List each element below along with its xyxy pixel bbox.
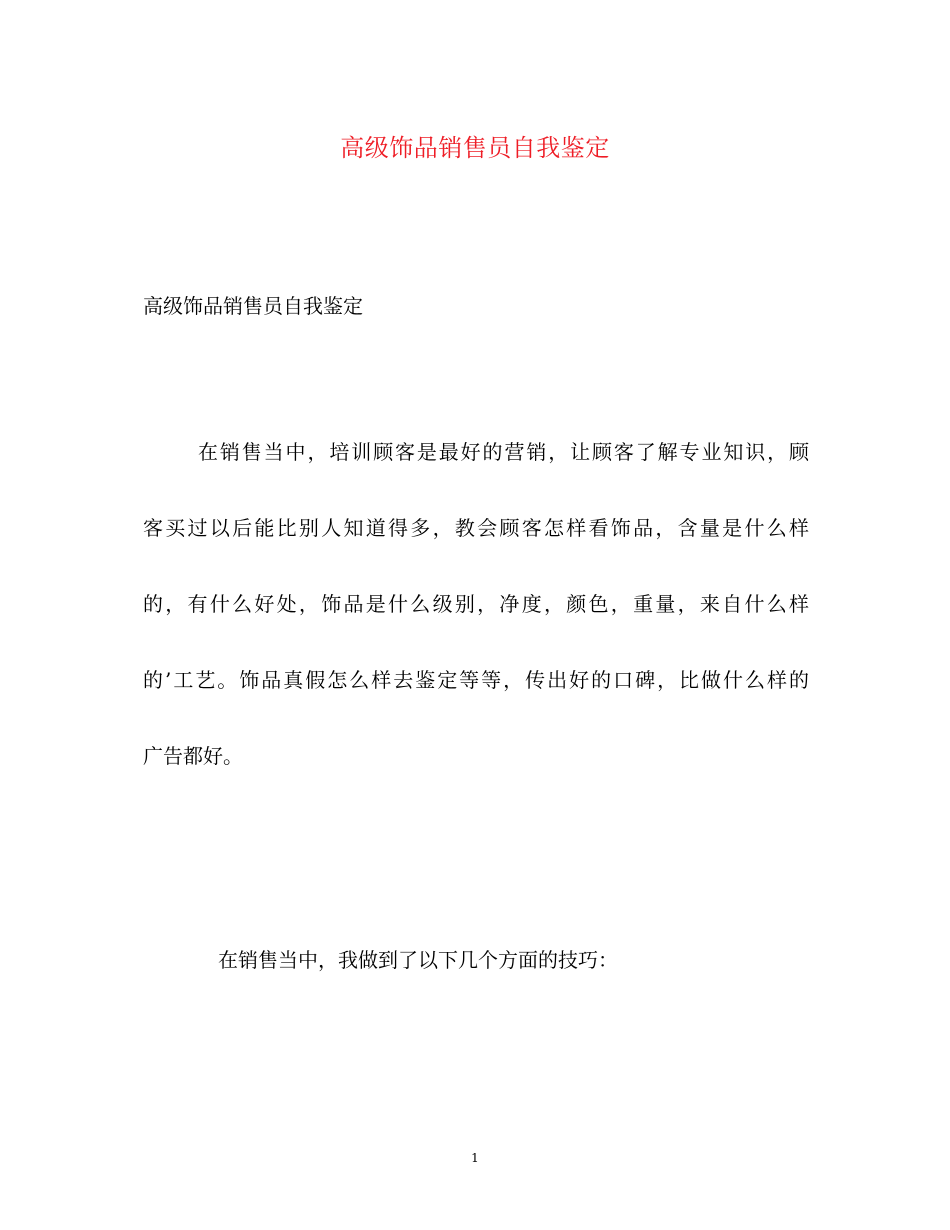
paragraph-sales-skills: 在销售当中，我做到了以下几个方面的技巧： (218, 948, 618, 972)
paragraph-line: 的’工艺。饰品真假怎么样去鉴定等等，传出好的口碑，比做什么样的 (143, 668, 809, 692)
document-title: 高级饰品销售员自我鉴定 (340, 134, 610, 162)
paragraph-line: 客买过以后能比别人知道得多，教会顾客怎样看饰品，含量是什么样 (143, 516, 809, 540)
page-number: 1 (471, 1151, 479, 1165)
paragraph-line: 在销售当中，培训顾客是最好的营销，让顾客了解专业知识，顾 (198, 440, 809, 464)
paragraph-line: 的，有什么好处，饰品是什么级别，净度，颜色，重量，来自什么样 (143, 592, 809, 616)
paragraph-line: 广告都好。 (143, 744, 243, 768)
paragraph-training-customers (143, 414, 809, 794)
document-subtitle: 高级饰品销售员自我鉴定 (143, 294, 363, 318)
